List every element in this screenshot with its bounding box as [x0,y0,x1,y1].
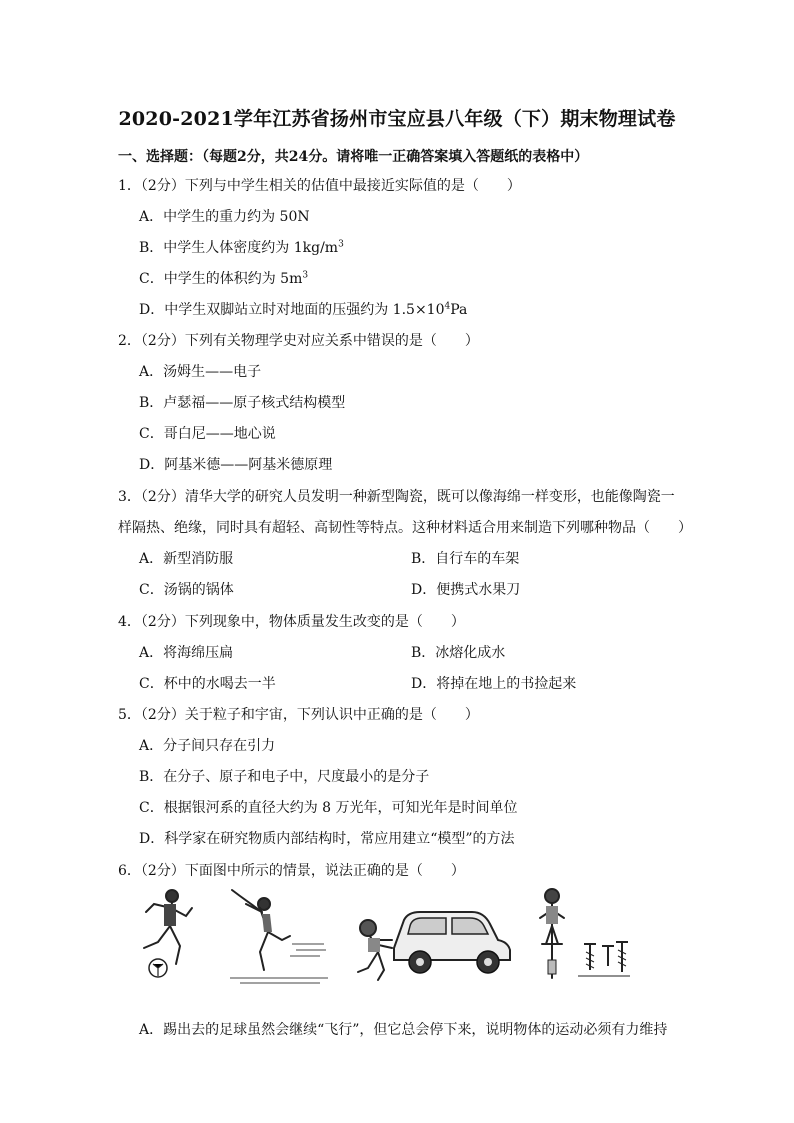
question-2-option-c: C．哥白尼——地心说 [139,426,276,442]
soccer-kick-figure [136,886,200,986]
question-4-option-d: D．将掉在地上的书捡起来 [411,676,577,692]
question-1-option-a: A．中学生的重力约为 50N [139,209,310,225]
question-3-option-a: A．新型消防服 [139,551,234,567]
question-4-stem: 4．（2分）下列现象中，物体质量发生改变的是（ ） [118,614,465,630]
question-3-stem-line-2: 样隔热、绝缘，同时具有超轻、高韧性等特点。这种材料适合用来制造下列哪种物品（ ） [118,520,692,536]
question-2-option-d: D．阿基米德——阿基米德原理 [139,457,333,473]
pogo-stick-figure [534,886,630,986]
question-2-option-a: A．汤姆生——电子 [139,364,262,380]
question-1-option-c: C．中学生的体积约为 $5m^3$ [139,270,309,287]
question-4-option-a: A．将海绵压扁 [139,645,234,661]
push-car-figure [348,890,514,986]
question-3-option-d: D．便携式水果刀 [411,582,521,598]
question-3-stem-line-1: 3．（2分）清华大学的研究人员发明一种新型陶瓷，既可以像海绵一样变形，也能像陶瓷一 [118,489,675,505]
question-5-stem: 5．（2分）关于粒子和宇宙，下列认识中正确的是（ ） [118,707,479,723]
exam-title: 2020-2021学年江苏省扬州市宝应县八年级（下）期末物理试卷 [118,108,676,130]
question-2-stem: 2．（2分）下列有关物理学史对应关系中错误的是（ ） [118,333,479,349]
question-1-stem: 1．（2分）下列与中学生相关的估值中最接近实际值的是（ ） [118,178,521,194]
question-6-stem: 6．（2分）下面图中所示的情景，说法正确的是（ ） [118,863,465,879]
question-6-option-a: A．踢出去的足球虽然会继续“飞行”，但它总会停下来，说明物体的运动必须有力维持 [139,1022,668,1038]
question-4-option-b: B．冰熔化成水 [411,645,506,661]
question-1-option-d: D．中学生双脚站立时对地面的压强约为 $1.5\times 10^4Pa$ [139,301,468,318]
question-5-option-d: D．科学家在研究物质内部结构时，常应用建立“模型”的方法 [139,831,515,847]
question-5-option-b: B．在分子、原子和电子中，尺度最小的是分子 [139,769,430,785]
question-5-option-a: A．分子间只存在引力 [139,738,276,754]
section-heading: 一、选择题：（每题2分，共24分。请将唯一正确答案填入答题纸的表格中） [118,149,589,165]
question-3-option-c: C．汤锅的锅体 [139,582,234,598]
question-2-option-b: B．卢瑟福——原子核式结构模型 [139,395,346,411]
question-3-option-b: B．自行车的车架 [411,551,520,567]
question-1-option-b: B．中学生人体密度约为 $1kg/m^3$ [139,239,344,256]
question-4-option-c: C．杯中的水喝去一半 [139,676,276,692]
question-5-option-c: C．根据银河系的直径大约为 8 万光年，可知光年是时间单位 [139,800,518,816]
question-6-figures [134,886,634,988]
long-jump-figure [220,886,330,986]
